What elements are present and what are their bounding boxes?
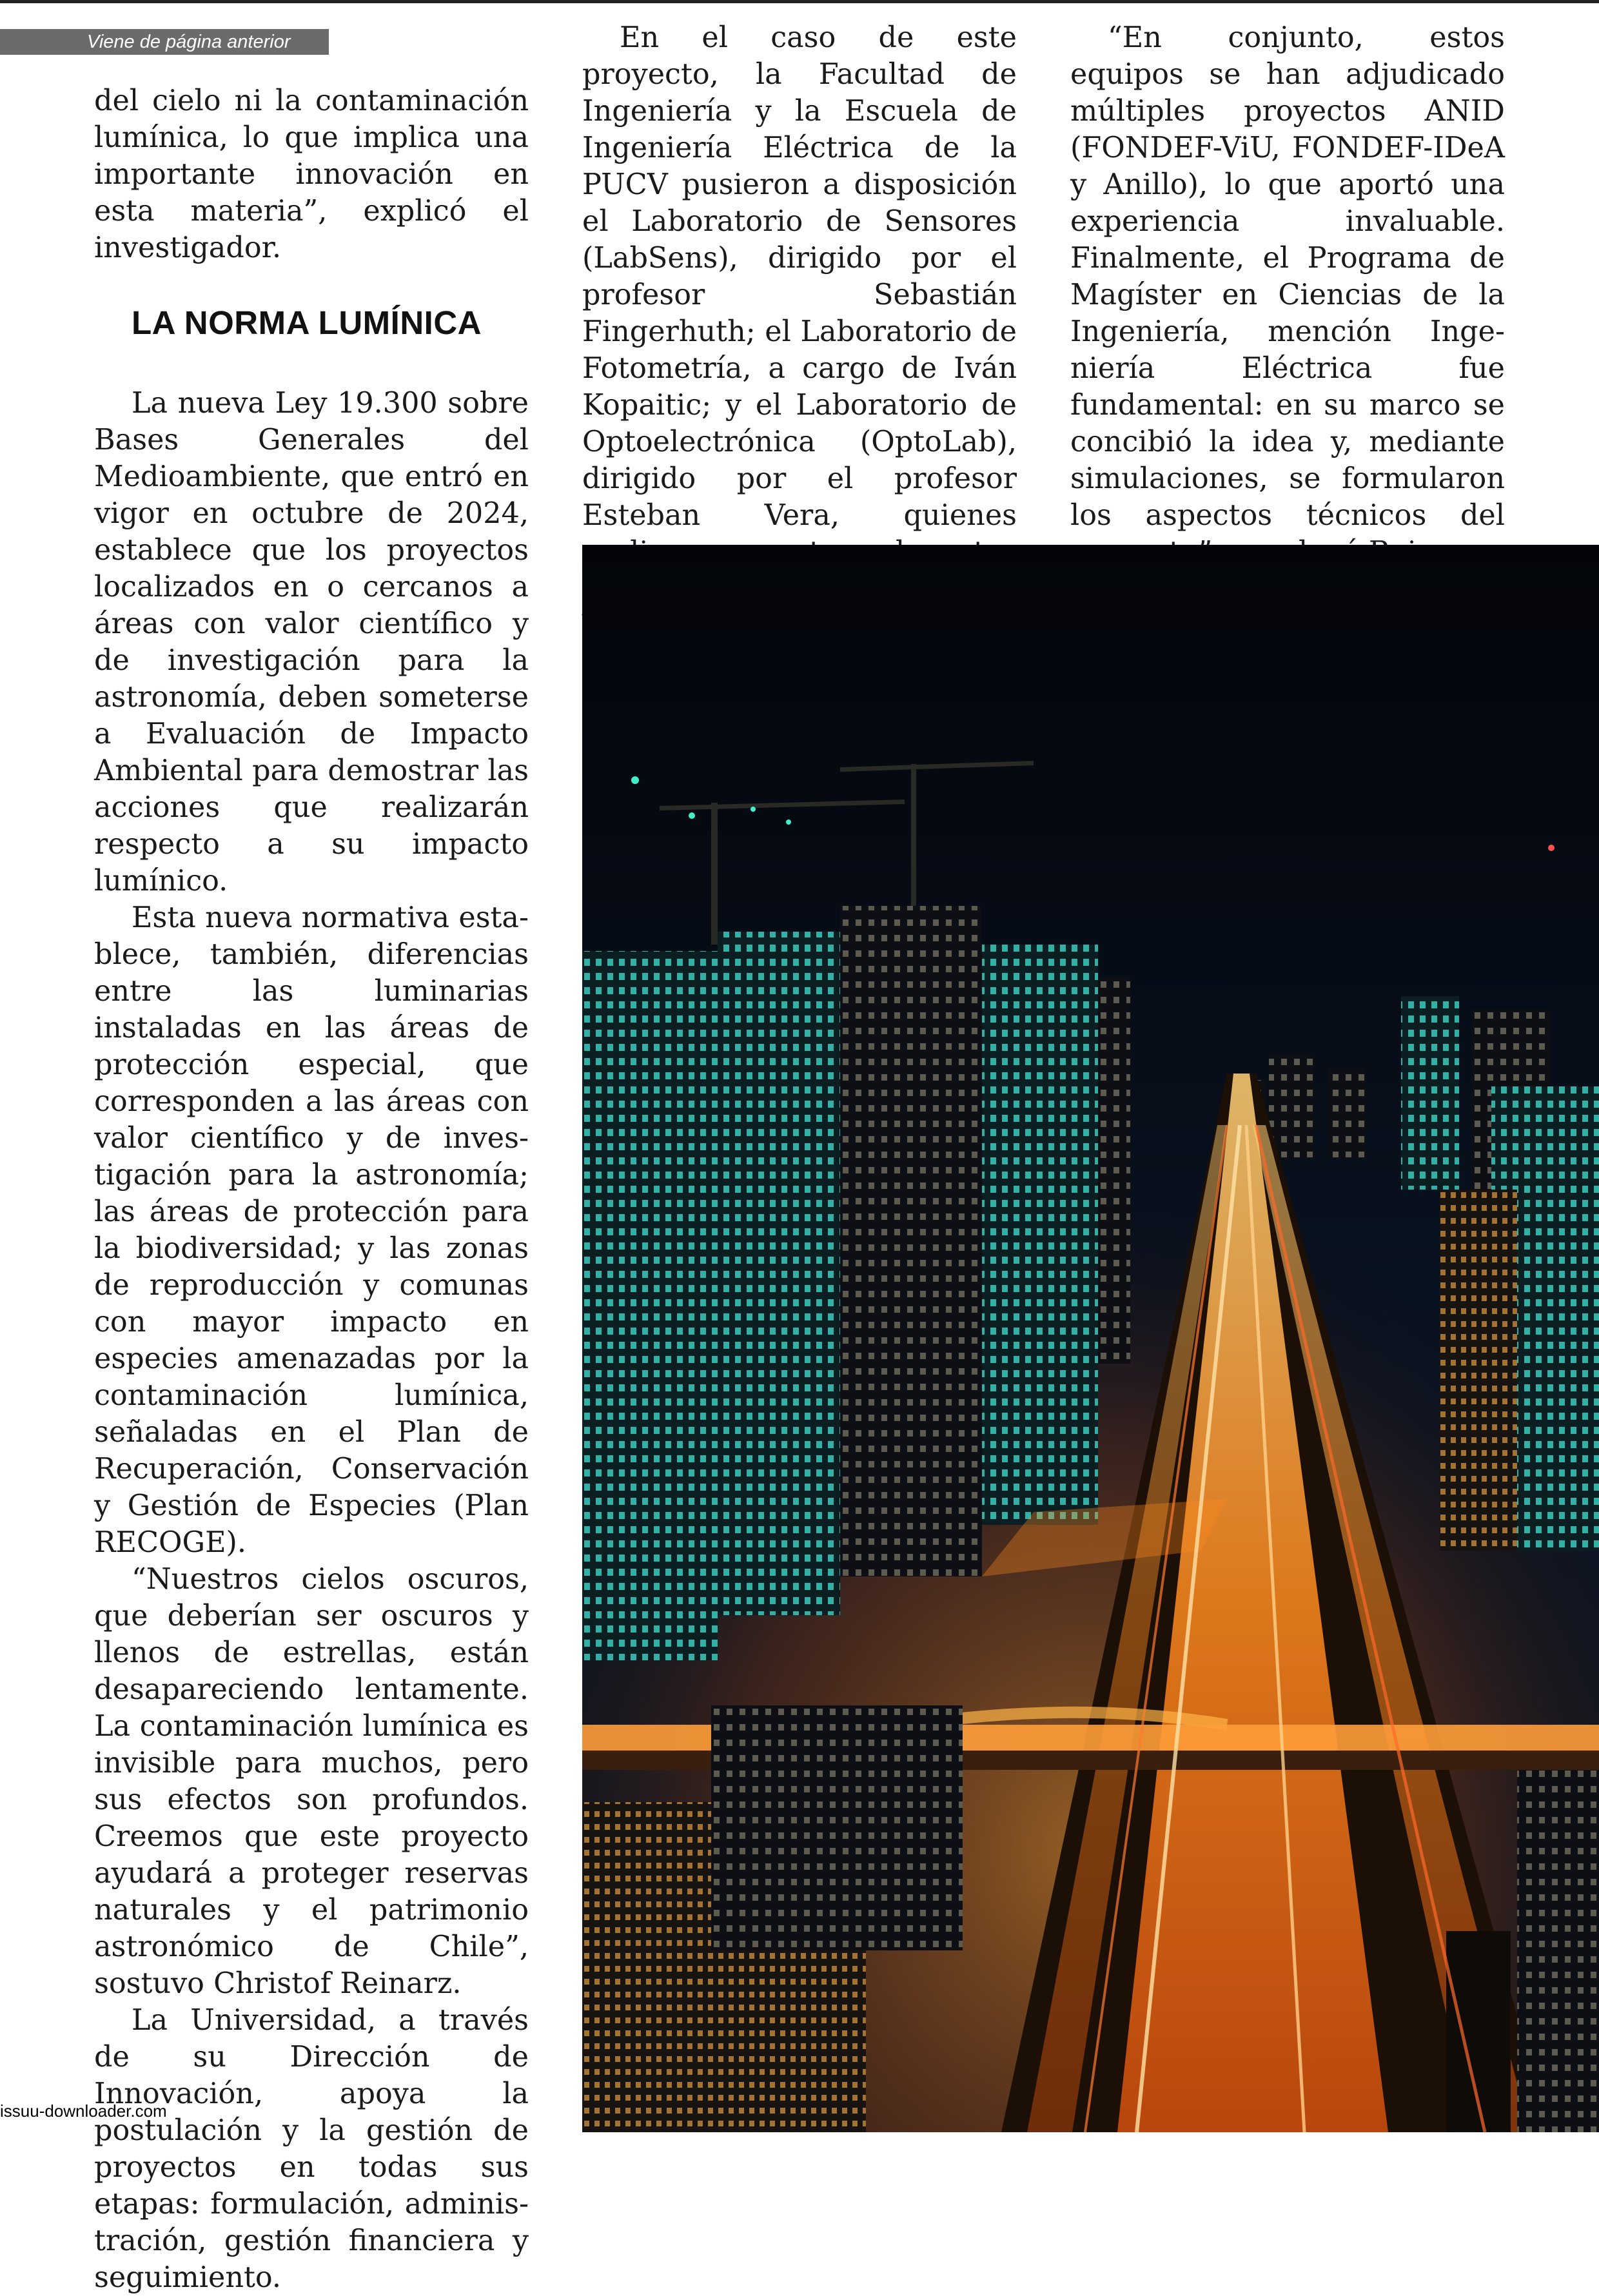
column1-intro-paragraph: del cielo ni la contaminación lumínica, lo que implica una importante innovación en esta materia”, explicó el investigador. (94, 84, 529, 264)
top-rule (0, 0, 1599, 3)
city-night-illustration (582, 545, 1599, 2132)
column2-paragraph: En el caso de este proyecto, la Facultad de Ingeniería y la Escuela de Ingeniería Eléctrica de la PUCV pusieron a disposición el Laboratorio de Sensores (LabSens), dirigido por el profesor Sebastián Fingerhuth; el Laboratorio de Fotometría, a cargo de Iván Kopaitic; y el Laboratorio de Optoelectrónica (OptoLab), dirigido por el profesor Esteban Vera, quienes (582, 21, 1017, 532)
article-column-3 (1070, 19, 1505, 571)
column1-university-paragraph: La Universidad, a través de su Dirección de Innovación, apoya la postulación y la gestión de proyectos en todas sus etapas: formulación, administración, gestión financiera y seguimiento. (94, 2004, 529, 2294)
source-watermark-url: issuu-downloader.com (0, 2101, 167, 2121)
column1-norm-paragraph: Esta nueva normativa establece, también, diferencias entre las luminarias instaladas en las áreas de protección especial, que corresponden a las áreas con valor científico y de investigación para la astronomía; las áreas de protección para la biodiversidad; y las zonas de reproducción y comunas con mayor impacto en especies amenazadas por la contaminación lumínica, señaladas en el Plan de Recuperación, Conservación y Gestión de Especies (Plan RECOGE). (94, 901, 529, 1559)
article-column-1 (94, 83, 529, 2296)
section-heading: LA NORMA LUMÍNICA (132, 304, 482, 341)
city-night-photo (582, 545, 1599, 2132)
column3-paragraph: “En conjunto, estos equipos se han adjudicado múltiples proyectos ANID (FONDEF-ViU, FONDEF-IDeA y Anillo), lo que aportó una experiencia invaluable. Finalmente, el Programa de Magíster en Ciencias de la Ingeniería, mención Ingeniería Eléctrica fue fundamental: en su marco se concibió la idea y, mediante simulaciones, se formularon los aspectos técnicos del (1070, 21, 1505, 532)
column1-quote-paragraph: “Nuestros cielos oscuros, que deberían ser oscuros y llenos de estrellas, están desapareciendo lentamente. La contaminación lumínica es invisible para muchos, pero sus efectos son profundos. Creemos que este proyecto ayudará a proteger reservas naturales y el patrimonio astronómico de Chile”, sostuvo Christof Reinarz. (94, 1563, 529, 2000)
continued-from-previous-page-tag: Viene de página anterior (0, 29, 329, 55)
column1-law-paragraph: La nueva Ley 19.300 sobre Bases Generales del Medioambiente, que entró en vigor en octubre de 2024, establece que los proyectos localizados en o cercanos a áreas con valor científico y de investigación para la astronomía, deben someterse a Evaluación de Impacto Ambiental para demostrar las acciones que realizarán respecto a su impacto lumínico. (94, 387, 529, 898)
